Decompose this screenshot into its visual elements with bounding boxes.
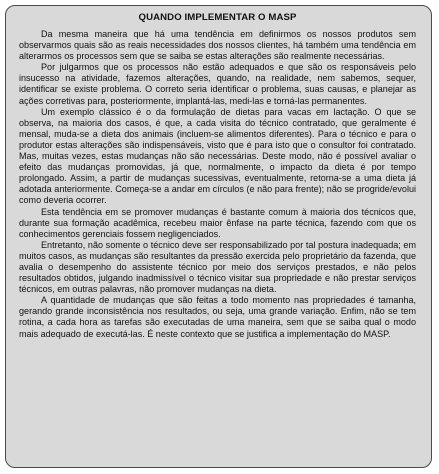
paragraph-3: Um exemplo clássico é o da formulação de dietas para vacas em lactação. O que se observa, na maioria dos casos, é que, a cada visita do técnico contratado, que geralmente é mensal, muda-se a dieta dos animais (incluem-se alimentos diferentes). Para o técnico e para o produtor estas alterações são indispensáveis, visto que é para isto que o consultor foi contratado. Mas, muitas vezes, estas mudanças não são necessárias. Deste modo, não é possível avaliar o efeito das mudanças promovidas, já que, normalmente, o impacto da dieta é por tempo prolongado. Assim, a partir de mudanças sucessivas, eventualmente, retorna-se a uma dieta já adotada anteriormente. Começa-se a andar em círculos (e não para frente); não se progride/evolui como deveria ocorrer.	[19, 106, 416, 206]
document-title: QUANDO IMPLEMENTAR O MASP	[138, 12, 297, 23]
text-box	[5, 5, 432, 468]
paragraph-1: Da mesma maneira que há uma tendência em definirmos os nossos produtos sem observarmos quais são as reais necessidades dos nossos clientes, há também uma tendência em alterarmos os processos sem que se saiba se estas alterações são realmente necessárias.	[19, 29, 416, 62]
paragraph-2: Por julgarmos que os processos não estão adequados e que são os responsáveis pelo insucesso na atividade, fazemos alterações, quando, na realidade, nem sabemos, sequer, identificar se existe problema. O correto seria identificar o problema, suas causas, e planejar as ações corretivas para, posteriormente, implantá-las, medi-las e torná-las permanentes.	[19, 62, 416, 106]
paragraph-6: A quantidade de mudanças que são feitas a todo momento nas propriedades é tamanha, gerando grande inconsistência nos resultados, ou seja, uma grande variação. Enfim, não se tem rotina, a cada hora as tarefas são executadas de uma maneira, sem que se saiba qual o modo mais adequado de executá-las. É neste contexto que se justifica a implementação do MASP.	[19, 295, 416, 339]
paragraph-4: Esta tendência em se promover mudanças é bastante comum à maioria dos técnicos que, durante sua formação acadêmica, recebeu maior ênfase na parte técnica, fazendo com que os conhecimentos gerenciais fossem negligenciados.	[19, 206, 416, 239]
paragraph-5: Entretanto, não somente o técnico deve ser responsabilizado por tal postura inadequada; em muitos casos, as mudanças são resultantes da pressão exercida pelo proprietário da fazenda, que avalia o desempenho do assistente técnico por meio dos serviços prestados, e não pelos resultados obtidos, julgando inadmissível o técnico visitar sua propriedade e não prestar serviços técnicos, em outras palavras, não promover mudanças na dieta.	[19, 239, 416, 295]
